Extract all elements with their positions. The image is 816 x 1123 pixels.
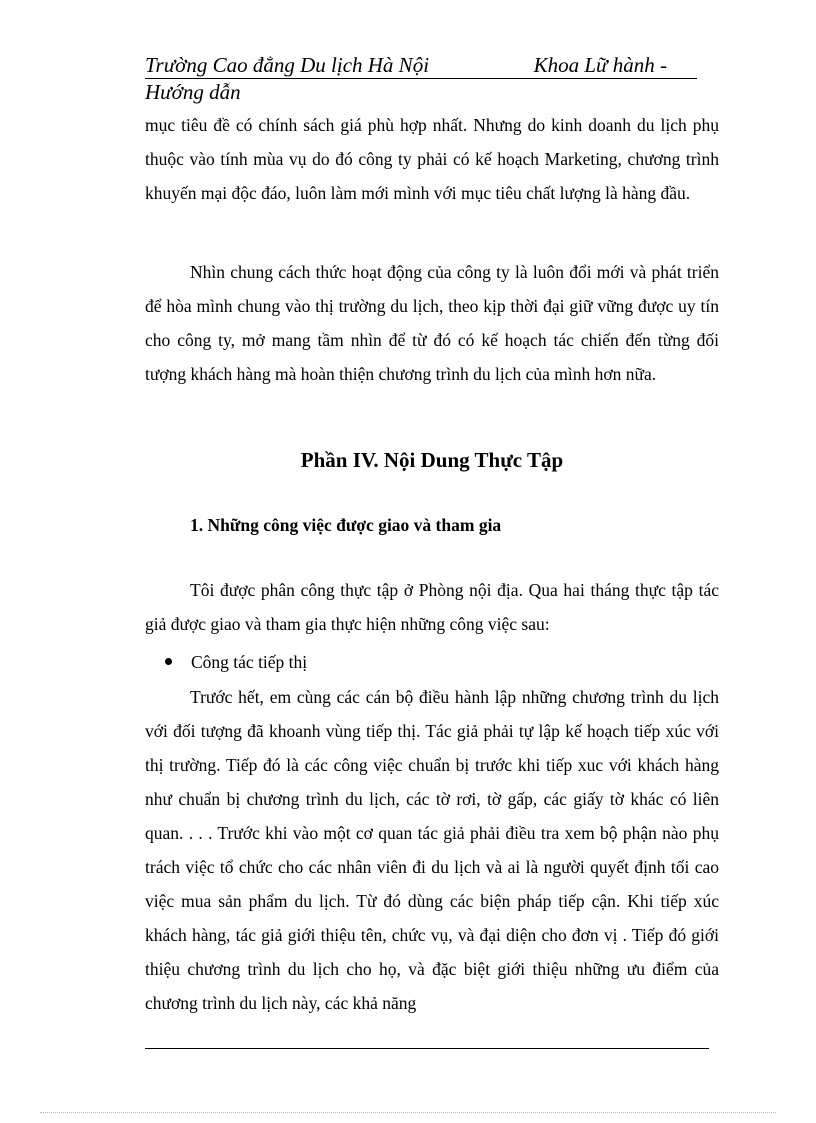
paragraph-1: mục tiêu đề có chính sách giá phù hợp nhất. Nhưng do kinh doanh du lịch phụ thuộc vào tính mùa vụ do đó công ty phải có kế hoạch Marketing, chương trình khuyến mại độc đáo, luôn làm mới mình với mục tiêu chất lượng là hàng đầu.: [145, 115, 719, 203]
page-bottom-edge: [40, 1112, 776, 1113]
bullet-text: Công tác tiếp thị: [191, 652, 308, 672]
bullet-dot-icon: [165, 658, 172, 665]
header-faculty-name: Khoa Lữ hành -: [533, 53, 667, 77]
header-school-name: Trường Cao đẳng Du lịch Hà Nội: [145, 53, 430, 77]
footer-rule: [145, 1048, 709, 1049]
header-continuation: Hướng dẫn: [145, 80, 241, 104]
bullet-item: [165, 645, 307, 679]
paragraph-2: Nhìn chung cách thức hoạt động của công ty là luôn đổi mới và phát triển để hòa mình chung vào thị trường du lịch, theo kịp thời đại giữ vững được uy tín cho công ty, mở mang tầm nhìn để từ đó có kế hoạch tác chiến đến từng đối tượng khách hàng mà hoàn thiện chương trình du lịch của mình hơn nữa.: [145, 262, 719, 384]
section-title: Phần IV. Nội Dung Thực Tập: [300, 448, 564, 472]
paragraph-4: Trước hết, em cùng các cán bộ điều hành lập những chương trình du lịch với đối tượng đã khoanh vùng tiếp thị. Tác giả phải tự lập kế hoạch tiếp xúc với thị trường. Tiếp đó là các công việc chuẩn bị trước khi tiếp xuc với khách hàng như chuẩn bị chương trình du lịch, các tờ rơi, tờ gấp, các giấy tờ khác có liên quan. . . . Trước khi vào một cơ quan tác giả phải điều tra xem bộ phận nào phụ trách việc tổ chức cho các nhân viên đi du lịch và ai là người quyết định tối cao việc mua sản phẩm du lịch. Từ đó dùng các biện pháp tiếp cận. Khi tiếp xúc khách hàng, tác giả giới thiệu tên, chức vụ, và đại diện cho đơn vị . Tiếp đó giới thiệu chương trình du lịch cho họ, và đặc biệt giới thiệu những ưu điểm của chương trình du lịch này, các khả năng: [145, 687, 719, 1013]
page-header: [145, 52, 697, 105]
subsection-title: 1. Những công việc được giao và tham gia: [190, 515, 502, 535]
paragraph-3: Tôi được phân công thực tập ở Phòng nội địa. Qua hai tháng thực tập tác giả được giao và tham gia thực hiện những công việc sau:: [145, 580, 719, 634]
header-line: [145, 52, 697, 79]
